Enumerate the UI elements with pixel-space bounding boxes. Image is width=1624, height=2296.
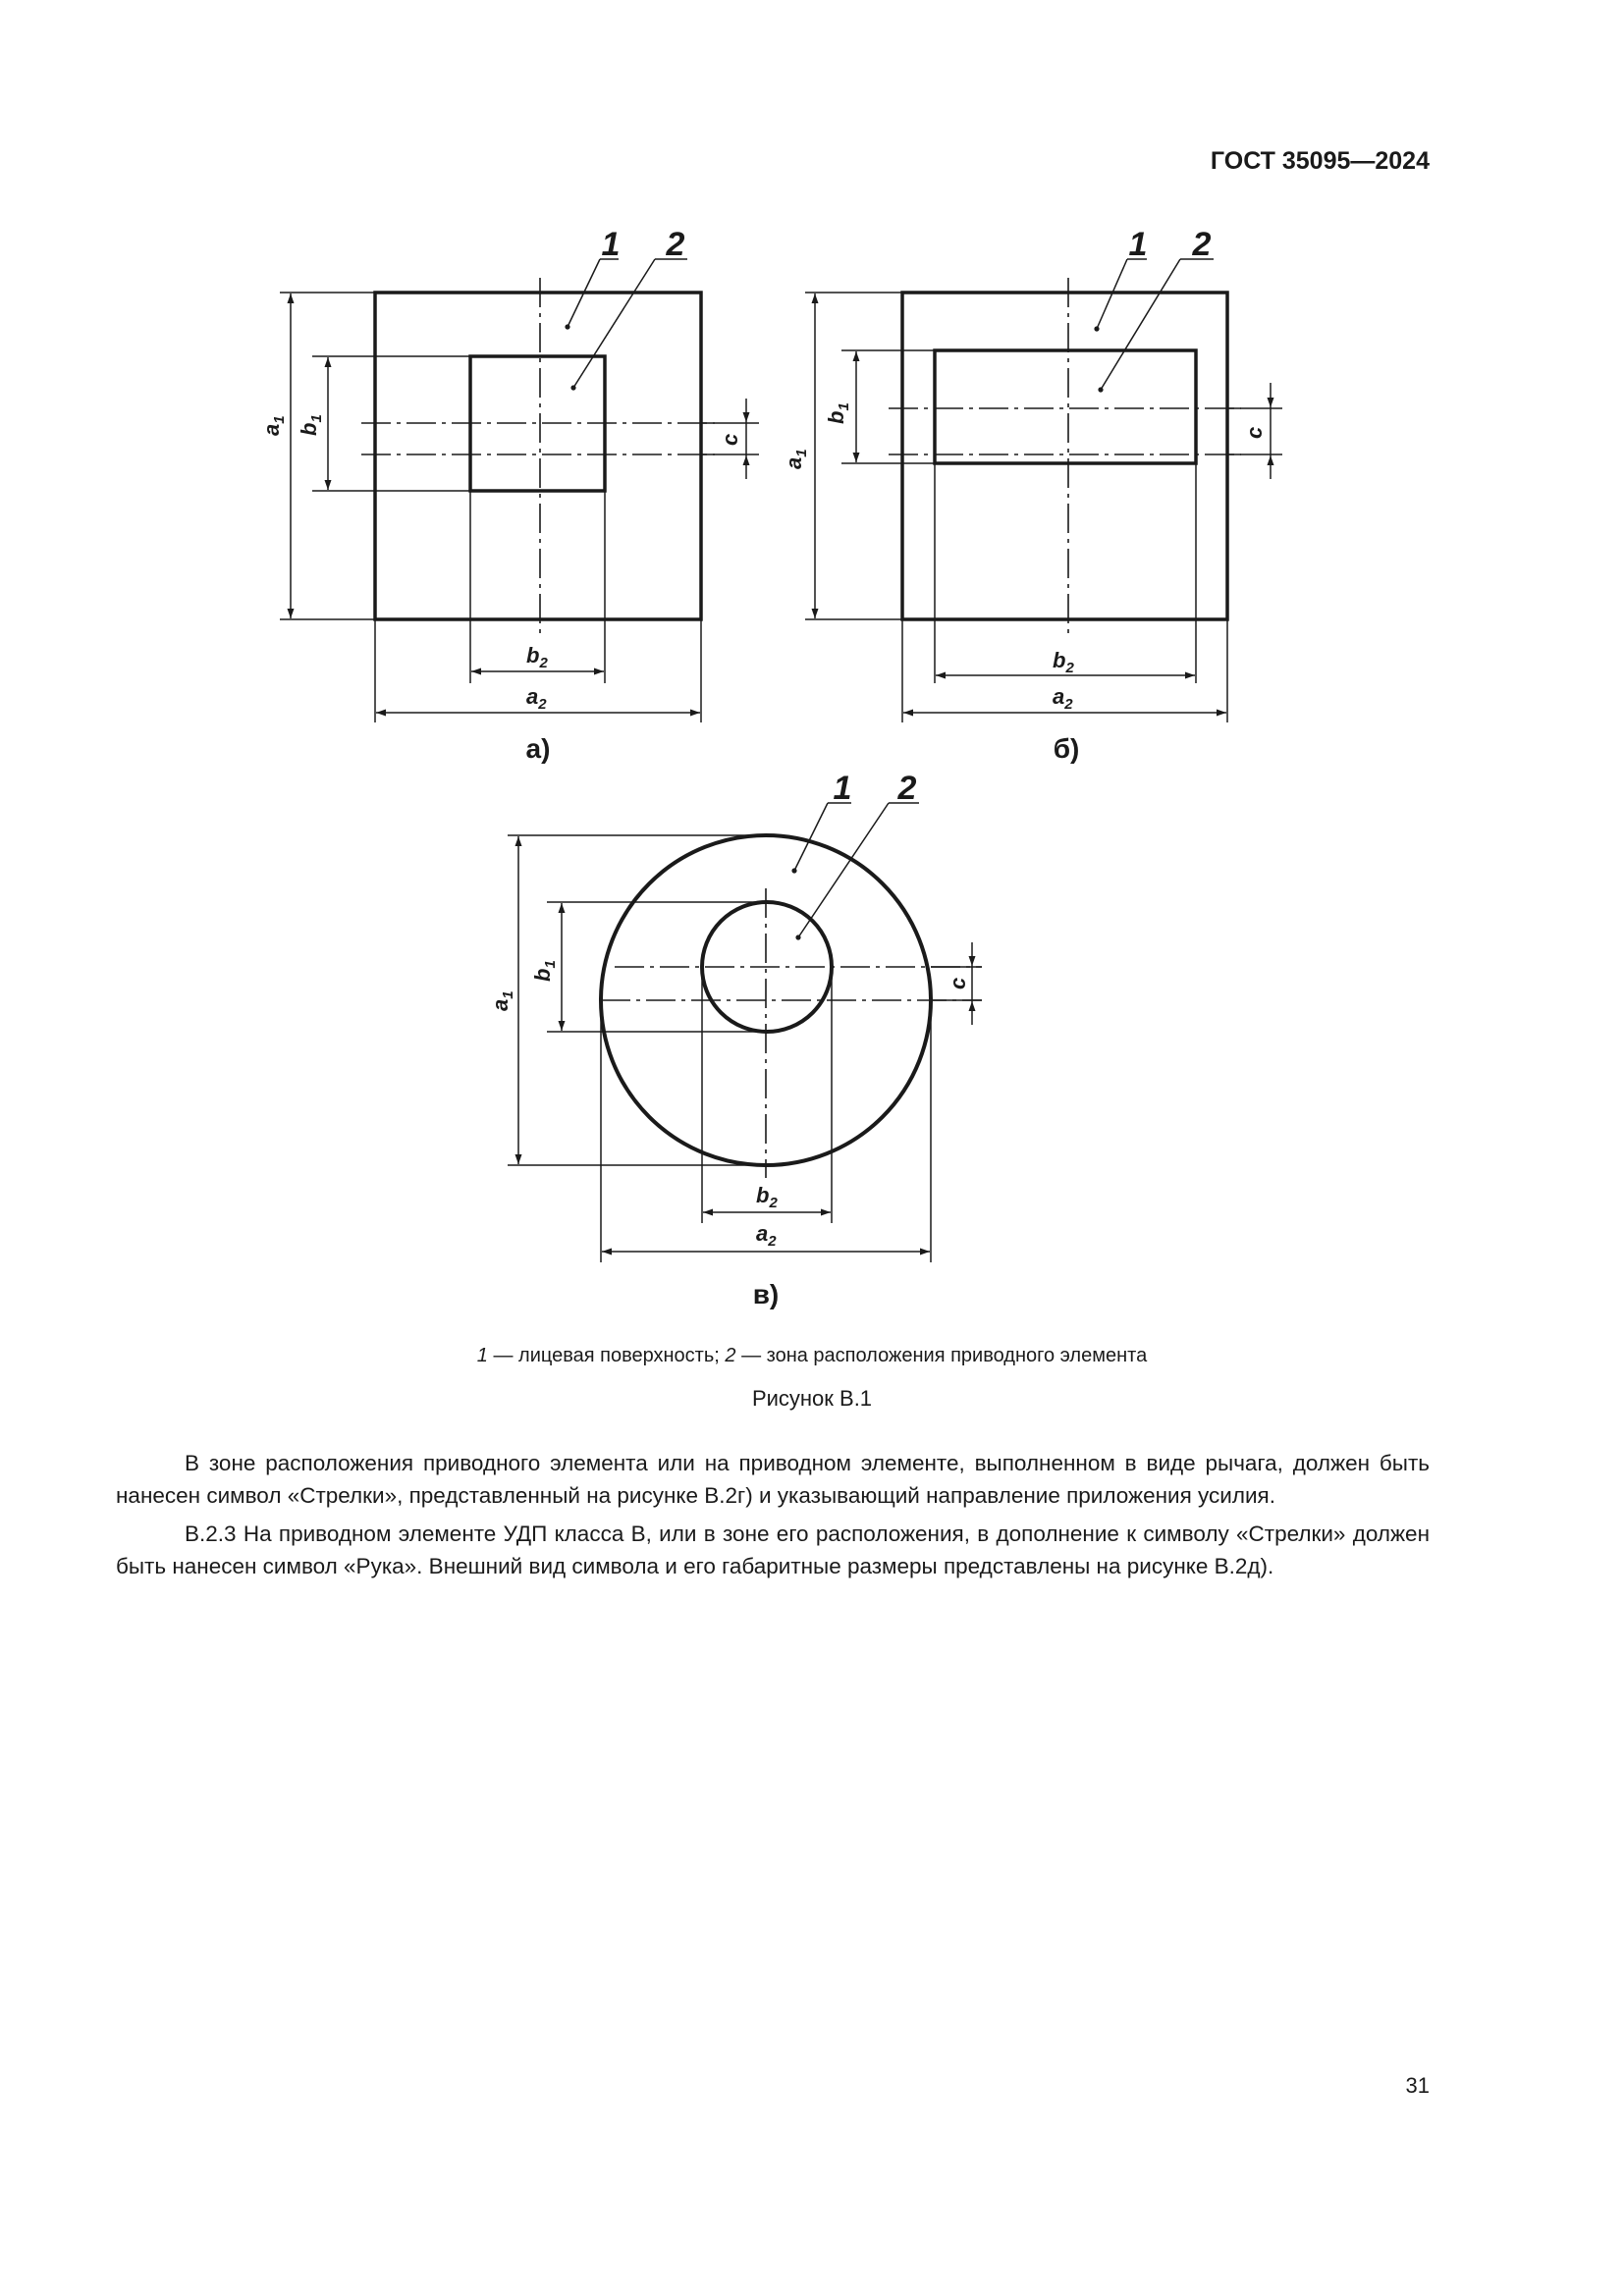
dim-a1-label-b: $a_1$ [782, 449, 810, 469]
callout-1-b: 1 [1128, 226, 1148, 263]
body-text [116, 1447, 1430, 1588]
paragraph-1: В зоне расположения приводного элемента или на приводном элементе, выполненном в виде рычага, должен быть нанесен символ «Стрелки», представленный на рисунке В.2г) и указывающий направление приложения усилия. [116, 1451, 1430, 1508]
dim-b2-label-a: $b_2$ [526, 643, 548, 671]
callout-2-b: 2 [1192, 226, 1212, 263]
dim-b1-label-b: $b_1$ [824, 402, 852, 424]
outer-face-a [375, 293, 701, 619]
dim-a1-label-a: $a_1$ [259, 415, 288, 436]
panel-label-a: а) [525, 733, 551, 764]
center-lines-b [889, 278, 1241, 634]
panel-b [782, 226, 1282, 764]
page-number: 31 [1405, 2073, 1430, 2098]
dim-b1-label-a: $b_1$ [297, 414, 325, 436]
legend-number-1: 1 [476, 1345, 488, 1366]
dim-a2-label-c: $a_2$ [756, 1221, 777, 1250]
center-lines-c [601, 888, 982, 1178]
callout-1-c: 1 [833, 770, 852, 807]
legend-desc-1: — лицевая поверхность; [487, 1345, 726, 1366]
dim-a2-label-a: $a_2$ [526, 684, 547, 713]
dim-b2-label-b: $b_2$ [1053, 648, 1074, 676]
figure-legend [0, 1345, 1624, 1367]
dim-a1-label-c: $a_1$ [488, 990, 516, 1011]
legend-desc-2: — зона расположения приводного элемента [735, 1345, 1148, 1366]
legend-number-2: 2 [725, 1345, 736, 1366]
panel-c [488, 770, 982, 1309]
dim-c-label-c: c [946, 977, 970, 989]
panel-label-c: в) [752, 1279, 780, 1309]
inner-zone-b [935, 350, 1196, 463]
dim-c-label-a: c [718, 433, 742, 446]
callout-2-c: 2 [897, 770, 917, 807]
document-header: ГОСТ 35095—2024 [1210, 147, 1430, 175]
dimension-lines-b [805, 259, 1282, 722]
outer-face-b [902, 293, 1227, 619]
figure-caption: Рисунок В.1 [751, 1386, 873, 1411]
paragraph-2: В.2.3 На приводном элементе УДП класса В, или в зоне его расположения, в дополнение к символу «Стрелки» должен быть нанесен символ «Рука». Внешний вид символа и его габаритные размеры представлены на рисунке В.2д). [116, 1522, 1430, 1578]
callout-1-a: 1 [601, 226, 621, 263]
callout-2-a: 2 [666, 226, 685, 263]
dim-c-label-b: c [1242, 426, 1267, 439]
panel-label-b: б) [1053, 733, 1080, 764]
dimension-lines-c [508, 803, 982, 1262]
dim-b2-label-c: $b_2$ [756, 1183, 778, 1211]
panel-a [259, 226, 759, 764]
center-lines-a [361, 278, 715, 634]
dim-b1-label-c: $b_1$ [530, 960, 559, 982]
dim-a2-label-b: $a_2$ [1053, 684, 1073, 713]
